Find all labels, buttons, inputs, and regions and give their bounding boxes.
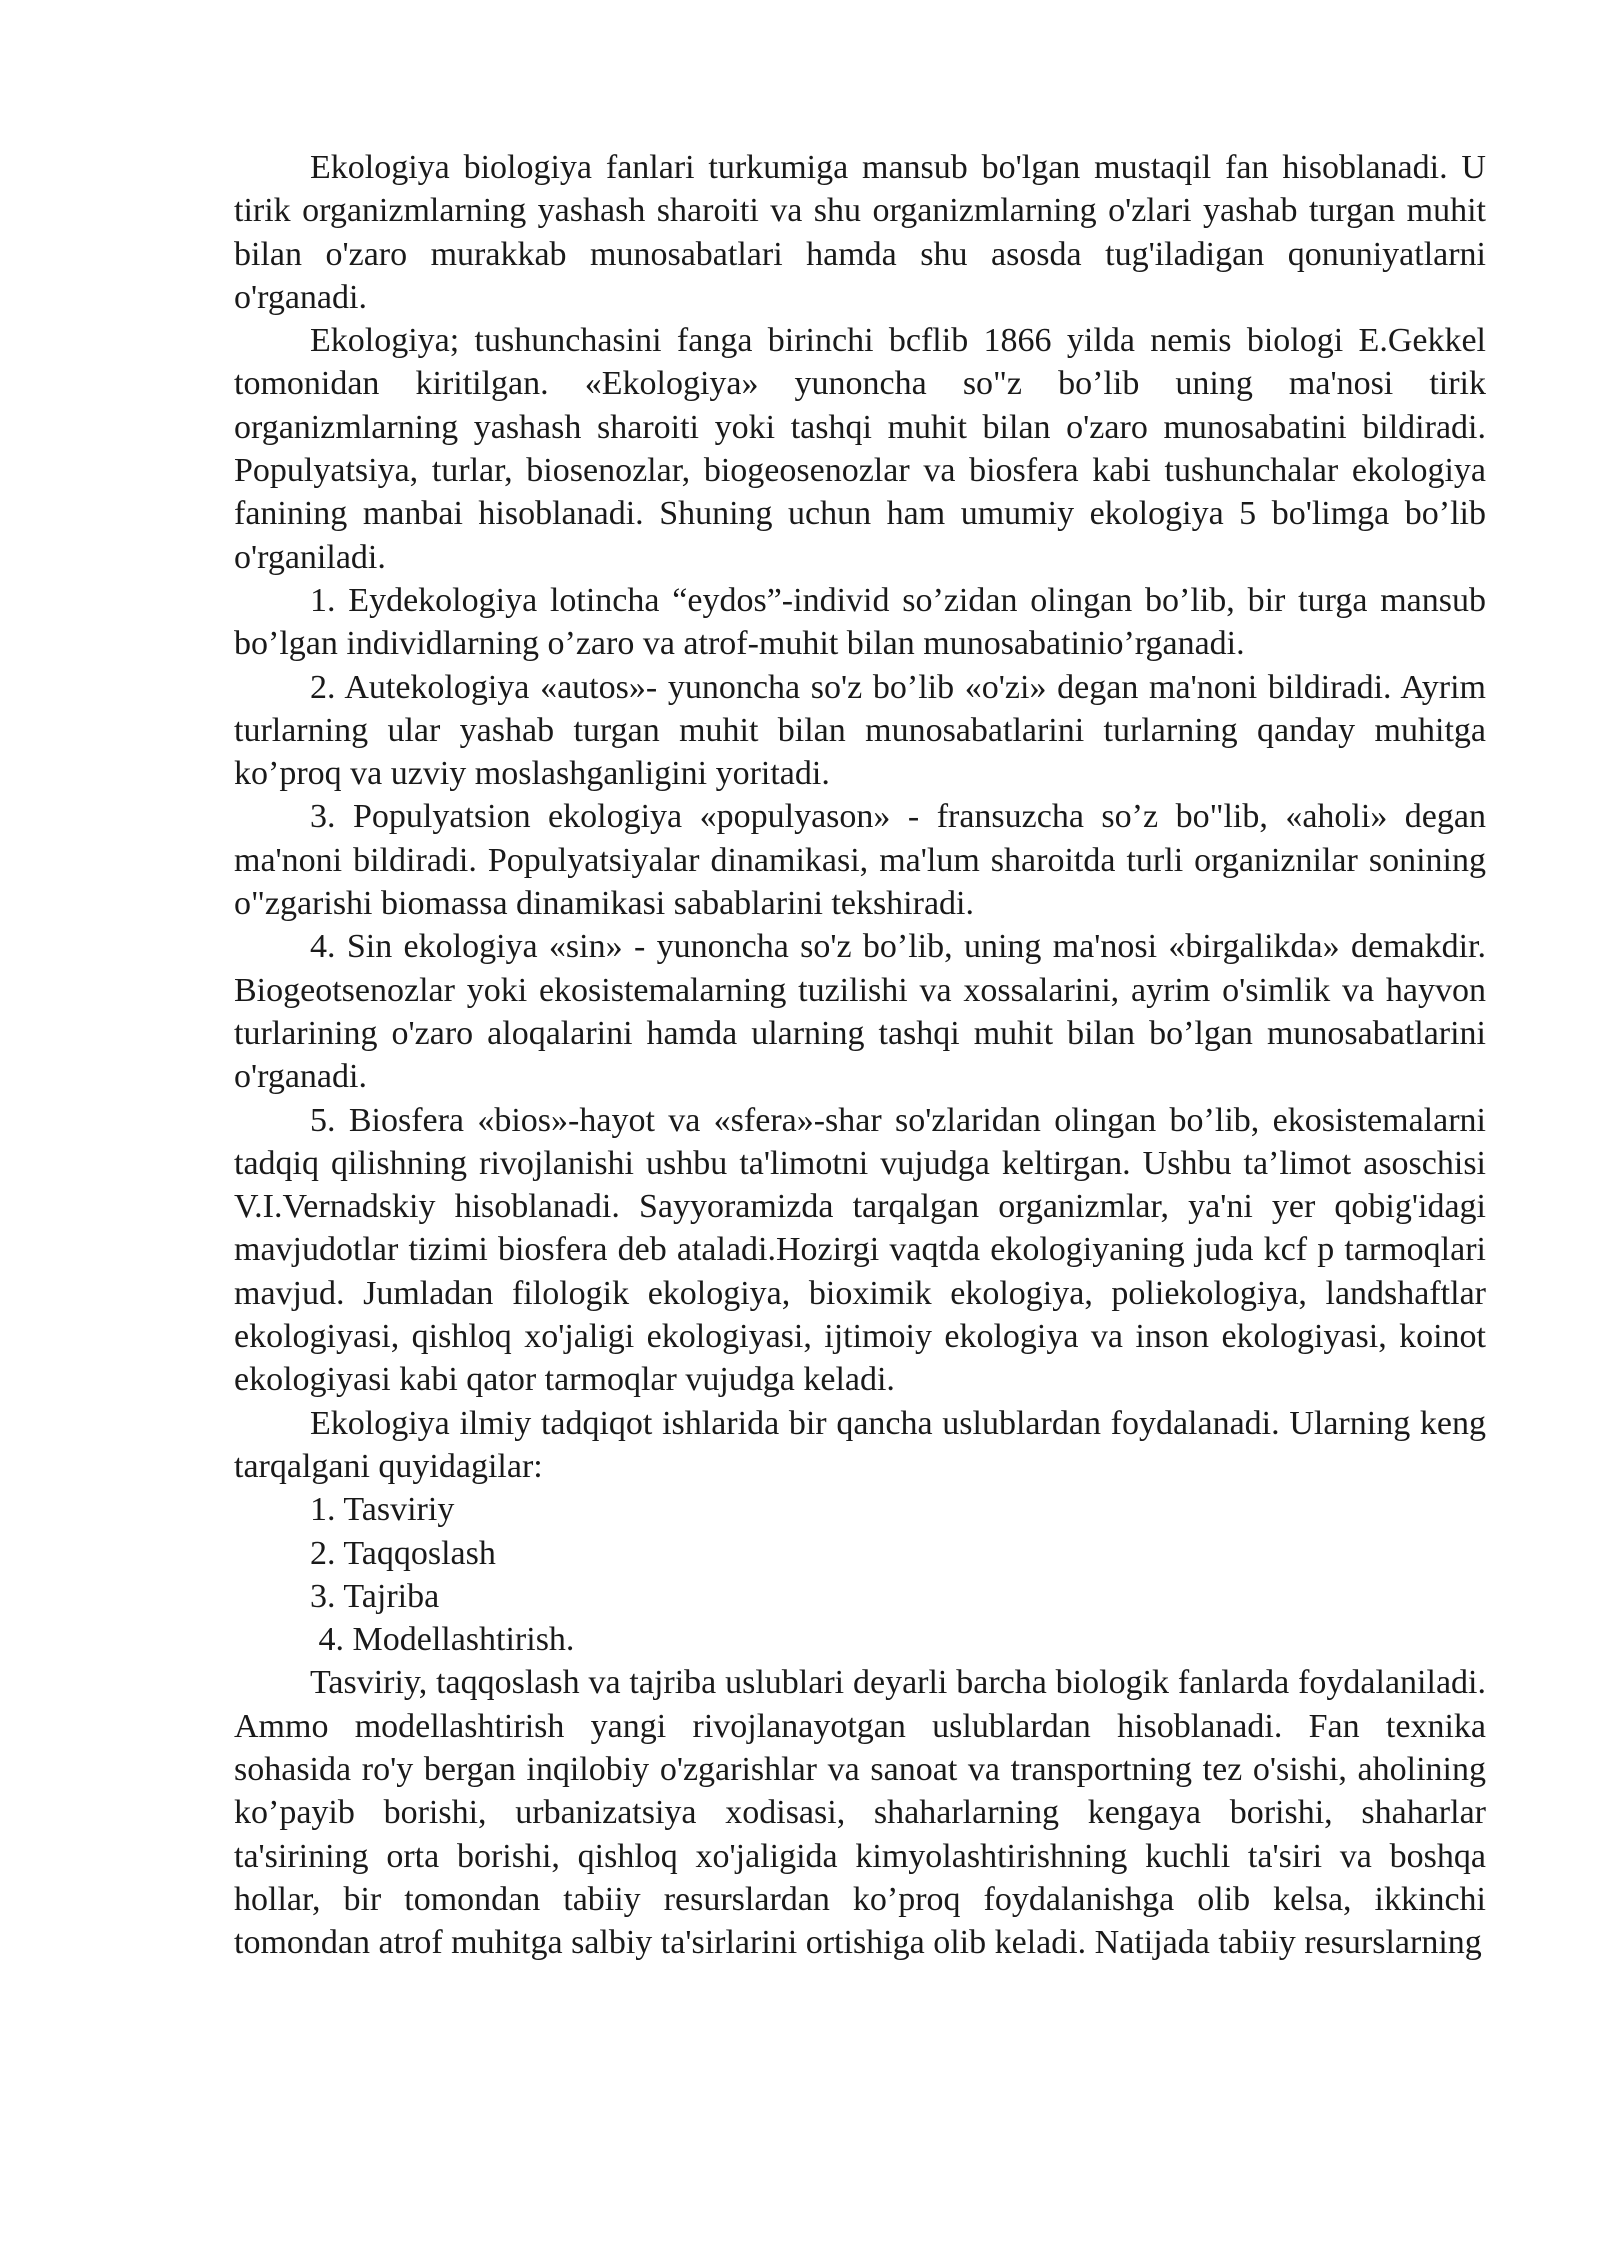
method-list-item: 4. Modellashtirish. [310, 1621, 575, 1659]
paragraph-methods-intro: Ekologiya ilmiy tadqiqot ishlarida bir qancha uslublardan foydalanadi. Ularning keng tarqalgani quyidagilar: [234, 1404, 1486, 1485]
paragraph-history: Ekologiya; tushunchasini fanga birinchi bcflib 1866 yilda nemis biologi E.Gekkel tomonidan kiritilgan. «Ekologiya» yunoncha so"z bo’lib uning ma'nosi tirik organizmlarning yashash sharoiti yoki tashqi muhit bilan o'zaro munosabatini bildiradi. Populyatsiya, turlar, biosenozlar, biogeosenozlar va biosfera kabi tushunchalar ekologiya fanining manbai hisoblanadi. Shuning uchun ham umumiy ekologiya 5 bo'limga bo’lib o'rganiladi. [234, 322, 1486, 576]
paragraph-section-4: 4. Sin ekologiya «sin» - yunoncha so'z bo’lib, uning ma'nosi «birgalikda» demakdir. Biogeotsenozlar yoki ekosistemalarning tuzilishi va xossalarini, ayrim o'simlik va hayvon turlarining o'zaro aloqalarini hamda ularning tashqi muhit bilan bo’lgan munosabatlarini o'rganadi. [234, 928, 1486, 1096]
paragraph-closing: Tasviriy, taqqoslash va tajriba uslublari deyarli barcha biologik fanlarda foydalaniladi. Ammo modellashtirish yangi rivojlanayotgan uslublardan hisoblanadi. Fan texnika sohasida ro'y bergan inqilobiy o'zgarishlar va sanoat va transportning tez o'sishi, aholining ko’payib borishi, urbanizatsiya xodisasi, shaharlarning kengaya borishi, shaharlar ta'sirining orta borishi, qishloq xo'jaligida kimyolashtirishning kuchli ta'siri va boshqa hollar, bir tomondan tabiiy resurslardan ko’proq foydalanishga olib kelsa, ikkinchi tomondan atrof muhitga salbiy ta'sirlarini ortishiga olib keladi. Natijada tabiiy resurslarning [234, 1664, 1486, 1962]
method-list-item: 1. Tasviriy [310, 1491, 455, 1529]
method-list-item: 3. Tajriba [310, 1577, 440, 1615]
paragraph-section-5: 5. Biosfera «bios»-hayot va «sfera»-shar so'zlaridan olingan bo’lib, ekosistemalarni tadqiq qilishning rivojlanishi ushbu ta'limotni vujudga keltirgan. Ushbu ta’limot asoschisi V.I.Vernadskiy hisoblanadi. Sayyoramizda tarqalgan organizmlar, ya'ni yer qobig'idagi mavjudotlar tizimi biosfera deb ataladi.Hozirgi vaqtda ekologiyaning juda kcf p tarmoqlari mavjud. Jumladan filologik ekologiya, bioximik ekologiya, poliekologiya, landshaftlar ekologiyasi, qishloq xo'jaligi ekologiyasi, ijtimoiy ekologiya va inson ekologiyasi, koinot ekologiyasi kabi qator tarmoqlar vujudga keladi. [234, 1101, 1486, 1399]
paragraph-intro: Ekologiya biologiya fanlari turkumiga mansub bo'lgan mustaqil fan hisoblanadi. U tirik organizmlarning yashash sharoiti va shu organizmlarning o'zlari yashab turgan muhit bilan o'zaro murakkab munosabatlari hamda shu asosda tug'iladigan qonuniyatlarni o'rganadi. [234, 149, 1486, 316]
method-list-item: 2. Taqqoslash [310, 1534, 496, 1572]
paragraph-section-3: 3. Populyatsion ekologiya «populyason» - fransuzcha so’z bo"lib, «aholi» degan ma'noni bildiradi. Populyatsiyalar dinamikasi, ma'lum sharoitda turli organiznilar sonining o"zgarishi biomassa dinamikasi sabablarini tekshiradi. [234, 798, 1486, 923]
paragraph-section-1: 1. Eydekologiya lotincha “eydos”-individ so’zidan olingan bo’lib, bir turga mansub bo’lgan individlarning o’zaro va atrof-muhit bilan munosabatinio’rganadi. [234, 581, 1486, 663]
document-page [234, 146, 1486, 1964]
paragraph-section-2: 2. Autekologiya «autos»- yunoncha so'z bo’lib «o'zi» degan ma'noni bildiradi. Ayrim turlarning ular yashab turgan muhit bilan munosabatlarini turlarning qanday muhitga ko’proq va uzviy moslashganligini yoritadi. [234, 668, 1486, 793]
